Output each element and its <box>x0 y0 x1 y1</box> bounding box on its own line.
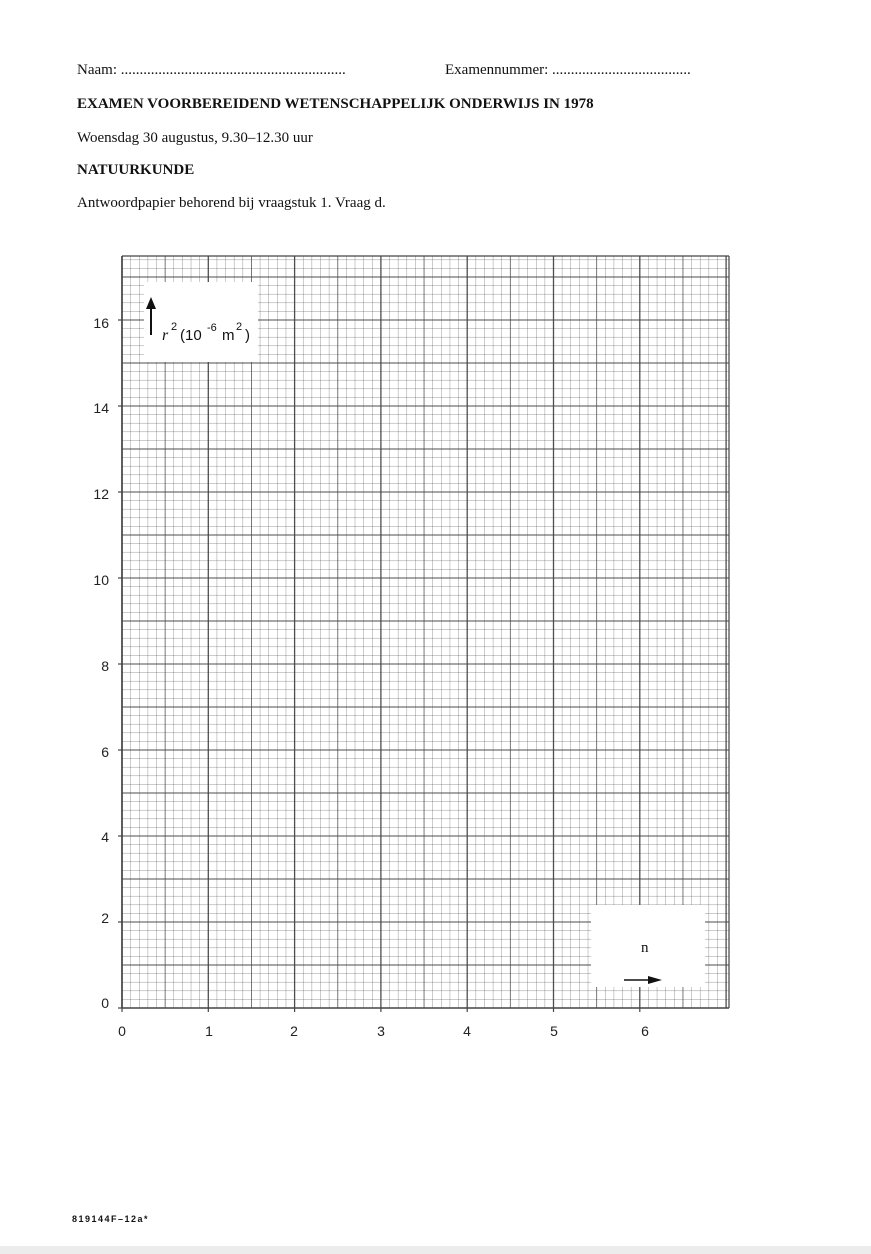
y-axis-label-unit-m: m <box>222 327 235 344</box>
exam-number-field-label: Examennummer: ..................................... <box>445 62 691 78</box>
y-tick-0: 0 <box>101 995 109 1011</box>
exam-date: Woensdag 30 augustus, 9.30–12.30 uur <box>77 130 313 146</box>
y-axis-label-unit-open: (10 <box>180 327 202 344</box>
x-tick-3: 3 <box>377 1023 385 1039</box>
y-axis-label-box <box>144 282 258 362</box>
y-tick-4: 4 <box>101 829 109 845</box>
y-tick-10: 10 <box>93 572 109 588</box>
y-tick-2: 2 <box>101 910 109 926</box>
y-axis-label-unit-m-exp: 2 <box>236 321 243 333</box>
y-tick-8: 8 <box>101 658 109 674</box>
x-tick-6: 6 <box>641 1023 649 1039</box>
grid-lines <box>122 256 729 1008</box>
x-tick-4: 4 <box>463 1023 471 1039</box>
answer-sheet-instruction: Antwoordpapier behorend bij vraagstuk 1. Vraag d. <box>77 195 386 211</box>
x-tick-5: 5 <box>550 1023 558 1039</box>
name-field-label: Naam: ............................................................ <box>77 62 346 78</box>
x-tick-0: 0 <box>118 1023 126 1039</box>
exam-title: EXAMEN VOORBEREIDEND WETENSCHAPPELIJK ONDERWIJS IN 1978 <box>77 96 594 112</box>
y-axis-label-r: r <box>162 327 169 344</box>
subject-title: NATUURKUNDE <box>77 162 195 178</box>
y-tick-16: 16 <box>93 315 109 331</box>
y-axis-label-unit-close: ) <box>245 327 250 344</box>
x-axis-label-box <box>591 905 705 987</box>
axis-ticks <box>118 320 640 1012</box>
scan-edge <box>0 1246 871 1254</box>
document-code: 819144F–12a* <box>72 1214 150 1224</box>
y-axis-label-unit-exp: -6 <box>207 322 217 334</box>
y-tick-12: 12 <box>93 486 109 502</box>
x-tick-2: 2 <box>290 1023 298 1039</box>
x-axis-label-n: n <box>641 940 649 956</box>
y-axis-label-r-exp: 2 <box>171 321 178 333</box>
y-tick-14: 14 <box>93 400 109 416</box>
x-tick-1: 1 <box>205 1023 213 1039</box>
y-tick-6: 6 <box>101 744 109 760</box>
